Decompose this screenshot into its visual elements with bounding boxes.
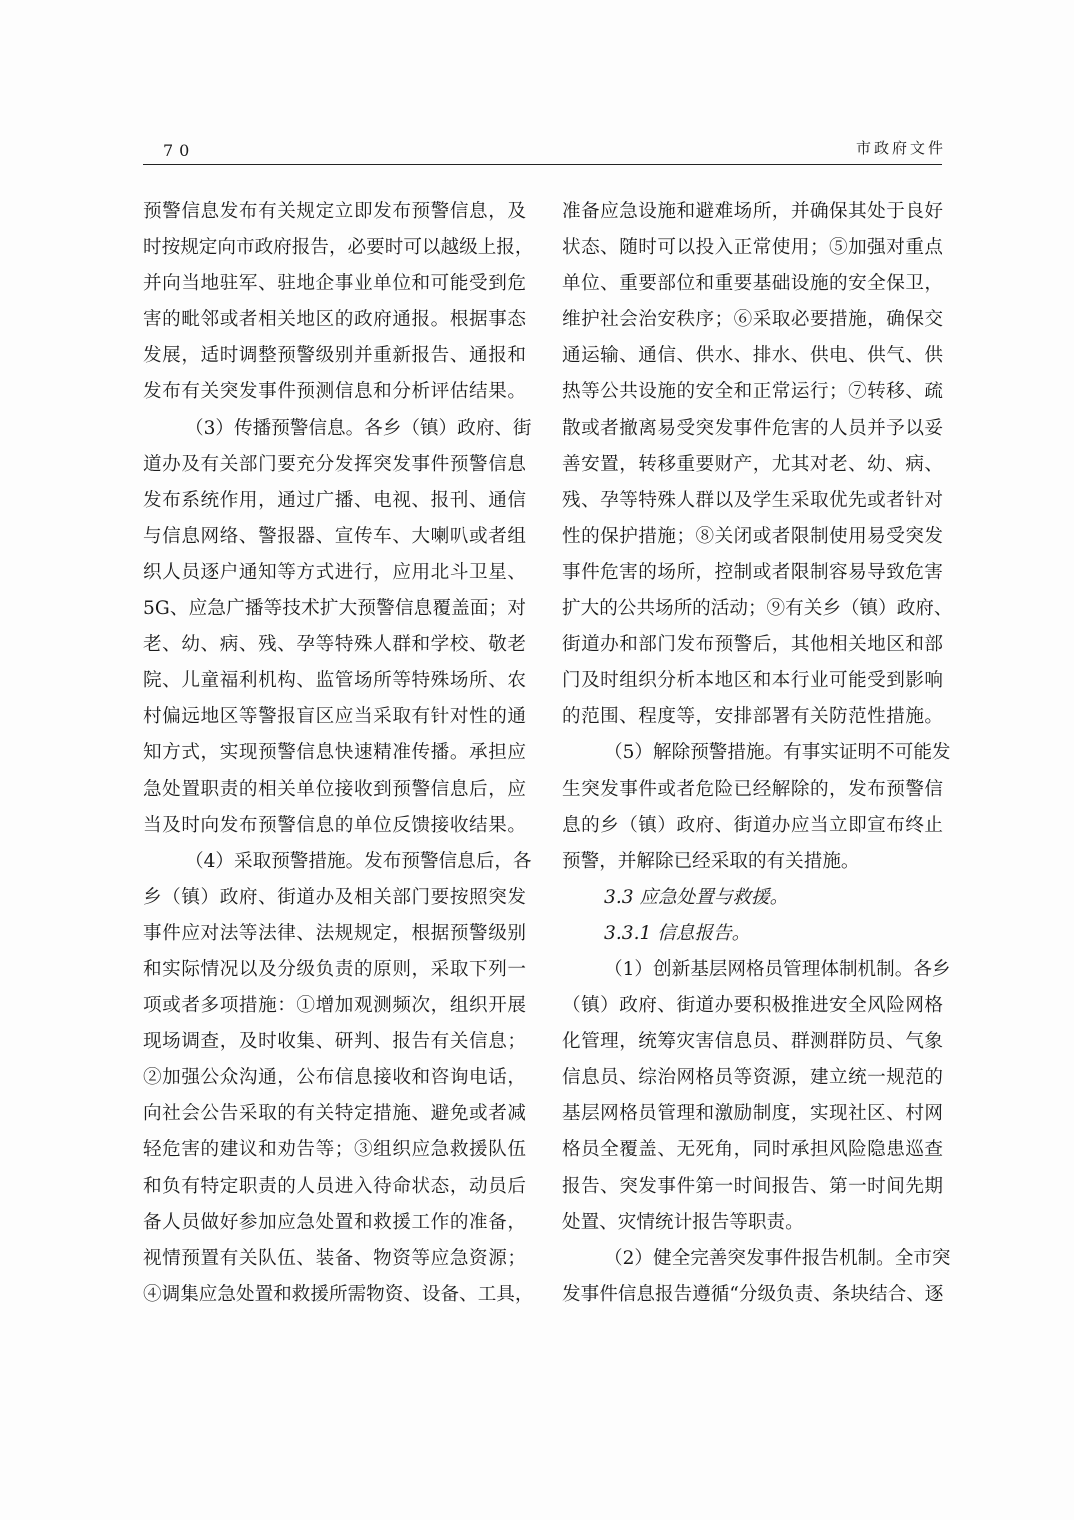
text-line: 5G、应急广播等技术扩大预警信息覆盖面；对 (143, 598, 526, 620)
text-line: 状态、随时可以投入正常使用；⑤加强对重点 (562, 237, 943, 259)
text-line: 扩大的公共场所的活动；⑨有关乡（镇）政府、 (562, 598, 953, 620)
text-line: （3）传播预警信息。各乡（镇）政府、街 (185, 417, 532, 439)
text-line: 单位、重要部位和重要基础设施的安全保卫， (562, 273, 943, 295)
text-line: 知方式，实现预警信息快速精准传播。承担应 (143, 742, 526, 764)
text-line: 处置、灾情统计报告等职责。 (562, 1211, 804, 1233)
text-line: ②加强公众沟通，公布信息接收和咨询电话， (143, 1067, 526, 1089)
text-line: 的范围、程度等，安排部署有关防范性措施。 (562, 706, 943, 728)
text-line: 基层网格员管理和激励制度，实现社区、村网 (562, 1103, 943, 1125)
text-line: 当及时向发布预警信息的单位反馈接收结果。 (143, 814, 526, 836)
text-line: （5）解除预警措施。有事实证明不可能发 (604, 742, 951, 764)
section-heading (562, 880, 943, 916)
header-rule (143, 164, 942, 165)
right-column (562, 194, 953, 1313)
text-line: 善安置，转移重要财产，尤其对老、幼、病、 (562, 453, 943, 475)
text-line: 轻危害的建议和劝告等；③组织应急救援队伍 (143, 1139, 526, 1161)
text-line: 和实际情况以及分级负责的原则，采取下列一 (143, 958, 526, 980)
running-title: 市政府文件 (856, 139, 947, 157)
paragraph (143, 844, 534, 1313)
text-line: 向社会公告采取的有关特定措施、避免或者减 (143, 1103, 526, 1125)
text-line: 3.3 应急处置与救援。 (604, 886, 789, 908)
text-line: 村偏远地区等警报盲区应当采取有针对性的通 (143, 706, 526, 728)
text-line: 信息员、综治网格员等资源，建立统一规范的 (562, 1067, 943, 1089)
text-line: 格员全覆盖、无死角，同时承担风险隐患巡查 (562, 1139, 943, 1161)
text-line: 院、儿童福利机构、监管场所等特殊场所、农 (143, 670, 526, 692)
text-line: 化管理，统筹灾害信息员、群测群防员、气象 (562, 1031, 943, 1053)
paragraph (143, 411, 532, 844)
text-line: 发展，适时调整预警级别并重新报告、通报和 (143, 345, 526, 367)
text-line: 息的乡（镇）政府、街道办应当立即宣布终止 (562, 814, 943, 836)
text-line: 残、孕等特殊人群以及学生采取优先或者针对 (562, 489, 943, 511)
text-line: 热等公共设施的安全和正常运行；⑦转移、疏 (562, 381, 943, 403)
text-line: 老、幼、病、残、孕等特殊人群和学校、敬老 (143, 634, 526, 656)
text-line: 乡（镇）政府、街道办及相关部门要按照突发 (143, 886, 526, 908)
text-line: 备人员做好参加应急处置和救援工作的准备， (143, 1211, 526, 1233)
text-line: （4）采取预警措施。发布预警信息后，各 (185, 850, 532, 872)
text-line: 维护社会治安秩序；⑥采取必要措施，确保交 (562, 309, 943, 331)
text-line: （2）健全完善突发事件报告机制。全市突 (604, 1247, 951, 1269)
text-line: 害的毗邻或者相关地区的政府通报。根据事态 (143, 309, 526, 331)
text-line: 时按规定向市政府报告，必要时可以越级上报， (143, 237, 534, 259)
paragraph (562, 735, 951, 879)
text-line: 准备应急设施和避难场所，并确保其处于良好 (562, 201, 943, 222)
text-line: 项或者多项措施：①增加观测频次，组织开展 (143, 995, 526, 1017)
text-line: 视情预置有关队伍、装备、物资等应急资源； (143, 1247, 526, 1269)
text-line: 与信息网络、警报器、宣传车、大喇叭或者组 (143, 525, 526, 547)
text-line: 性的保护措施；⑧关闭或者限制使用易受突发 (562, 525, 943, 547)
text-line: 道办及有关部门要充分发挥突发事件预警信息 (143, 453, 526, 475)
text-line: 预警信息发布有关规定立即发布预警信息，及 (143, 201, 526, 222)
text-line: 并向当地驻军、驻地企事业单位和可能受到危 (143, 273, 526, 295)
text-line: 发事件信息报告遵循“分级负责、条块结合、逐 (562, 1283, 944, 1305)
paragraph (562, 194, 953, 735)
section-heading (562, 916, 943, 952)
left-column (143, 194, 534, 1313)
text-line: 发布系统作用，通过广播、电视、报刊、通信 (143, 489, 526, 511)
text-line: 发布有关突发事件预测信息和分析评估结果。 (143, 381, 526, 403)
paragraph (562, 1241, 951, 1313)
text-line: 报告、突发事件第一时间报告、第一时间先期 (562, 1175, 943, 1197)
paragraph (562, 952, 951, 1241)
text-line: （1）创新基层网格员管理体制机制。各乡 (604, 958, 951, 980)
text-line: 事件应对法等法律、法规规定，根据预警级别 (143, 922, 526, 944)
paragraph (143, 194, 534, 411)
text-line: （镇）政府、街道办要积极推进安全风险网格 (562, 995, 943, 1017)
page-number: 70 (163, 141, 196, 160)
text-line: 散或者撤离易受突发事件危害的人员并予以妥 (562, 417, 943, 439)
text-line: 通运输、通信、供水、排水、供电、供气、供 (562, 345, 943, 367)
text-line: 预警，并解除已经采取的有关措施。 (562, 850, 860, 872)
text-line: 门及时组织分析本地区和本行业可能受到影响 (562, 670, 943, 692)
text-line: 织人员逐户通知等方式进行，应用北斗卫星、 (143, 561, 526, 583)
text-line: 街道办和部门发布预警后，其他相关地区和部 (562, 634, 943, 656)
text-line: 生突发事件或者危险已经解除的，发布预警信 (562, 778, 943, 800)
text-line: 3.3.1 信息报告。 (604, 922, 751, 944)
text-line: 现场调查，及时收集、研判、报告有关信息； (143, 1031, 526, 1053)
text-line: 急处置职责的相关单位接收到预警信息后，应 (143, 778, 526, 800)
text-line: ④调集应急处置和救援所需物资、设备、工具， (143, 1283, 534, 1305)
text-line: 和负有特定职责的人员进入待命状态，动员后 (143, 1175, 526, 1197)
text-line: 事件危害的场所，控制或者限制容易导致危害 (562, 561, 943, 583)
